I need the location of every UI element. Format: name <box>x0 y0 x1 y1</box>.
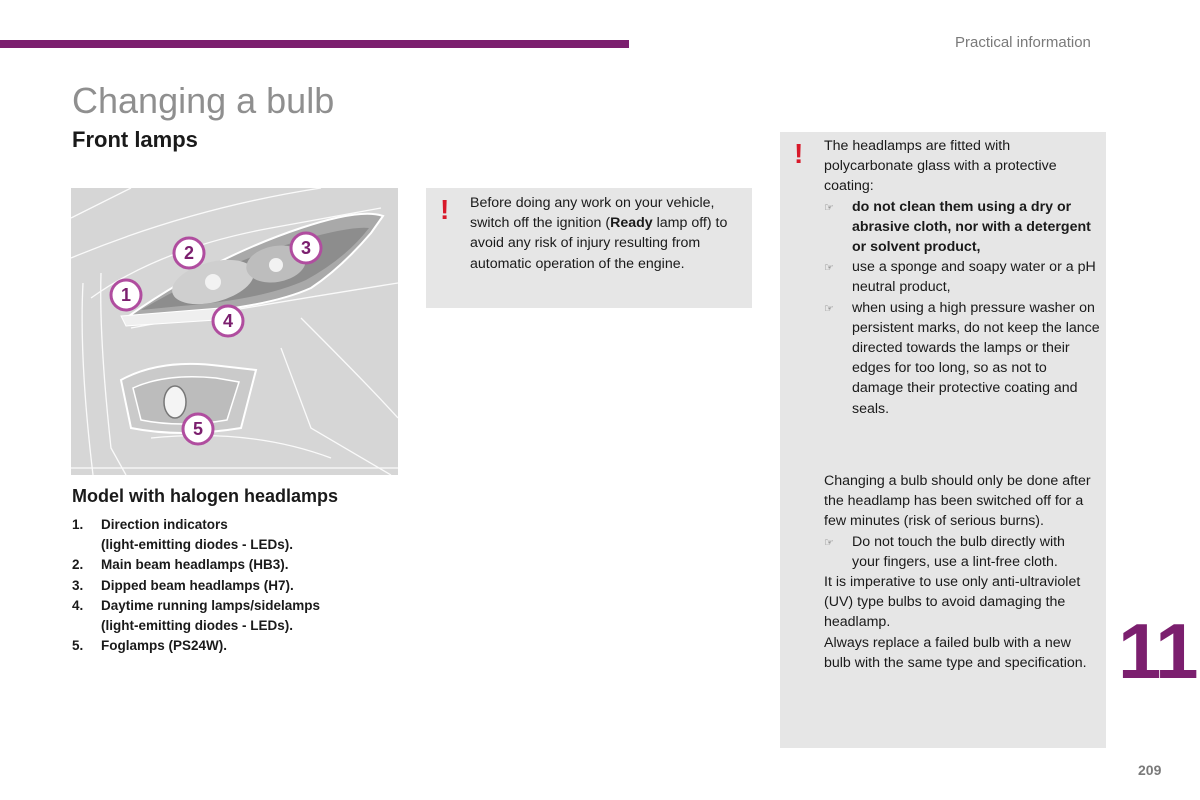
ignition-warning-box <box>426 188 752 308</box>
chapter-number: 11 <box>1118 607 1197 695</box>
front-lamps-illustration <box>71 188 398 475</box>
list-item: 5. Foglamps (PS24W). <box>72 638 228 654</box>
list-item: 1. Direction indicators (light-emitting diodes - LEDs). <box>72 517 293 553</box>
pointing-hand-icon: ☞ <box>824 302 834 315</box>
pointing-hand-icon: ☞ <box>824 536 834 549</box>
list-item: 3. Dipped beam headlamps (H7). <box>72 577 294 593</box>
section-label: Practical information <box>955 34 1091 51</box>
svg-text:5: 5 <box>192 419 204 439</box>
header-accent-bar <box>0 40 629 48</box>
section-subtitle: Front lamps <box>72 127 198 152</box>
page-title: Changing a bulb <box>72 80 335 121</box>
ignition-warning-text: Before doing any work on your vehicle, switch off the ignition (Ready lamp off) to avoid any risk of injury resulting from automatic operation of the engine. <box>470 195 728 272</box>
callout-4 <box>213 306 243 336</box>
headlamp-care-box <box>780 132 1106 748</box>
svg-text:3: 3 <box>300 238 312 258</box>
svg-text:2: 2 <box>183 243 195 263</box>
svg-text:4: 4 <box>222 311 234 331</box>
callout-2 <box>174 238 204 268</box>
bulb-legend-list <box>72 515 402 656</box>
headlamp-care-text: The headlamps are fitted with polycarbonate glass with a protective coating: ☞ do not clean them using a dry or abrasive cloth, nor with a detergent or solvent product, ☞ use a sponge and soapy water or a pH neutral product, ☞ when using a high pressure washer on persistent marks, do not keep the lance directed towards the lamps or their edges for too long, so as not to damage their protective coating and seals. <box>824 136 1102 419</box>
bulb-change-text: Changing a bulb should only be done after the headlamp has been switched off for a few minutes (risk of serious burns). ☞ Do not touch the bulb directly with your fingers, use a lint-free cloth. It is imperative to use only anti-ultraviolet (UV) type bulbs to avoid damaging the headlamp. Always replace a failed bulb with a new bulb with the same type and specification. <box>824 473 1091 671</box>
callout-3 <box>291 233 321 263</box>
list-item: 2. Main beam headlamps (HB3). <box>72 557 289 573</box>
pointing-hand-icon: ☞ <box>824 262 834 275</box>
callout-1 <box>111 280 141 310</box>
svg-text:1: 1 <box>120 285 132 305</box>
warning-icon: ! <box>794 138 804 169</box>
warning-icon: ! <box>440 194 450 225</box>
callout-5 <box>183 414 213 444</box>
page-number: 209 <box>1138 762 1162 778</box>
list-item: 4. Daytime running lamps/sidelamps (light-emitting diodes - LEDs). <box>72 597 321 634</box>
pointing-hand-icon: ☞ <box>824 201 834 214</box>
model-heading: Model with halogen headlamps <box>72 486 339 506</box>
